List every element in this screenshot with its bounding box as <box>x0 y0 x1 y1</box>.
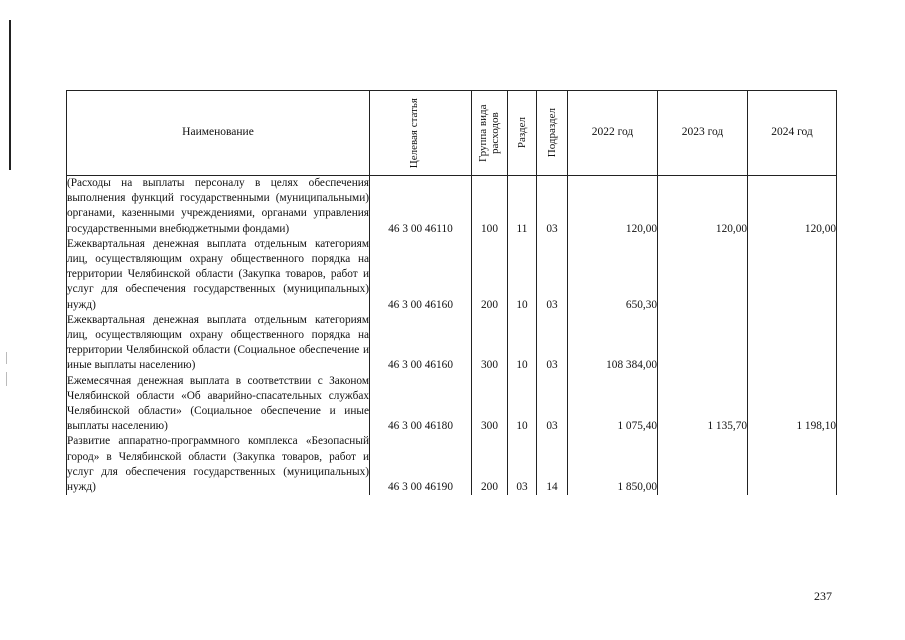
row-name: Ежеквартальная денежная выплата отдельным категориям лиц, осуществляющим охрану общественного порядка на территории Челябинской области (Закупка товаров, работ и услуг для обеспечения государственных (муниципальных) нужд) <box>67 237 370 313</box>
row-target-article: 46 3 00 46160 <box>370 237 472 313</box>
budget-table <box>66 90 837 495</box>
table-row <box>67 434 837 495</box>
row-section: 11 <box>508 176 537 237</box>
row-amount-2022: 108 384,00 <box>568 313 658 374</box>
row-amount-2023 <box>658 313 748 374</box>
row-amount-2022: 1 075,40 <box>568 374 658 435</box>
row-target-article: 46 3 00 46190 <box>370 434 472 495</box>
row-expense-group: 100 <box>472 176 508 237</box>
header-subsection <box>537 91 568 176</box>
row-section: 10 <box>508 237 537 313</box>
header-year-2023: 2023 год <box>658 91 748 176</box>
header-section-label: Раздел <box>516 117 528 149</box>
row-expense-group: 200 <box>472 237 508 313</box>
header-target-article <box>370 91 472 176</box>
table-header-row <box>67 91 837 176</box>
binding-edge-mark <box>9 20 11 170</box>
page-number: 237 <box>814 589 832 603</box>
row-expense-group: 300 <box>472 313 508 374</box>
row-amount-2023: 120,00 <box>658 176 748 237</box>
row-subsection: 03 <box>537 176 568 237</box>
row-name: Развитие аппаратно-программного комплекса «Безопасный город» в Челябинской области (Закупка товаров, работ и услуг для обеспечения государственных (муниципальных) нужд) <box>67 434 370 495</box>
table-row <box>67 176 837 237</box>
header-subsection-label: Подраздел <box>546 108 558 158</box>
row-amount-2024 <box>748 313 837 374</box>
row-section: 10 <box>508 313 537 374</box>
row-target-article: 46 3 00 46180 <box>370 374 472 435</box>
row-subsection: 03 <box>537 237 568 313</box>
row-expense-group: 200 <box>472 434 508 495</box>
row-target-article: 46 3 00 46110 <box>370 176 472 237</box>
row-amount-2024: 1 198,10 <box>748 374 837 435</box>
row-amount-2023 <box>658 237 748 313</box>
table-row <box>67 237 837 313</box>
row-amount-2022: 1 850,00 <box>568 434 658 495</box>
header-target-article-label: Целевая статья <box>407 97 420 169</box>
row-name: (Расходы на выплаты персоналу в целях обеспечения выполнения функций государственными (муниципальными) органами, казенными учреждениями, органами управления государственными внебюджетными фондами) <box>67 176 370 237</box>
header-expense-group <box>472 91 508 176</box>
row-section: 10 <box>508 374 537 435</box>
row-amount-2022: 650,30 <box>568 237 658 313</box>
header-year-2022: 2022 год <box>568 91 658 176</box>
row-target-article: 46 3 00 46160 <box>370 313 472 374</box>
table-row <box>67 313 837 374</box>
row-section: 03 <box>508 434 537 495</box>
row-amount-2022: 120,00 <box>568 176 658 237</box>
header-section <box>508 91 537 176</box>
row-name: Ежемесячная денежная выплата в соответствии с Законом Челябинской области «Об аварийно-спасательных службах Челябинской области» (Социальное обеспечение и иные выплаты населению) <box>67 374 370 435</box>
row-subsection: 03 <box>537 313 568 374</box>
row-amount-2023: 1 135,70 <box>658 374 748 435</box>
row-amount-2024: 120,00 <box>748 176 837 237</box>
row-amount-2024 <box>748 434 837 495</box>
header-year-2024: 2024 год <box>748 91 837 176</box>
row-name: Ежеквартальная денежная выплата отдельным категориям лиц, осуществляющим охрану общественного порядка на территории Челябинской области (Социальное обеспечение и иные выплаты населению) <box>67 313 370 374</box>
row-expense-group: 300 <box>472 374 508 435</box>
table-row <box>67 374 837 435</box>
row-subsection: 03 <box>537 374 568 435</box>
row-amount-2024 <box>748 237 837 313</box>
header-name: Наименование <box>67 91 370 176</box>
row-amount-2023 <box>658 434 748 495</box>
scan-artifact <box>6 372 7 386</box>
header-expense-group-label: Группа вида расходов <box>476 104 501 162</box>
row-subsection: 14 <box>537 434 568 495</box>
scan-artifact <box>6 352 7 364</box>
